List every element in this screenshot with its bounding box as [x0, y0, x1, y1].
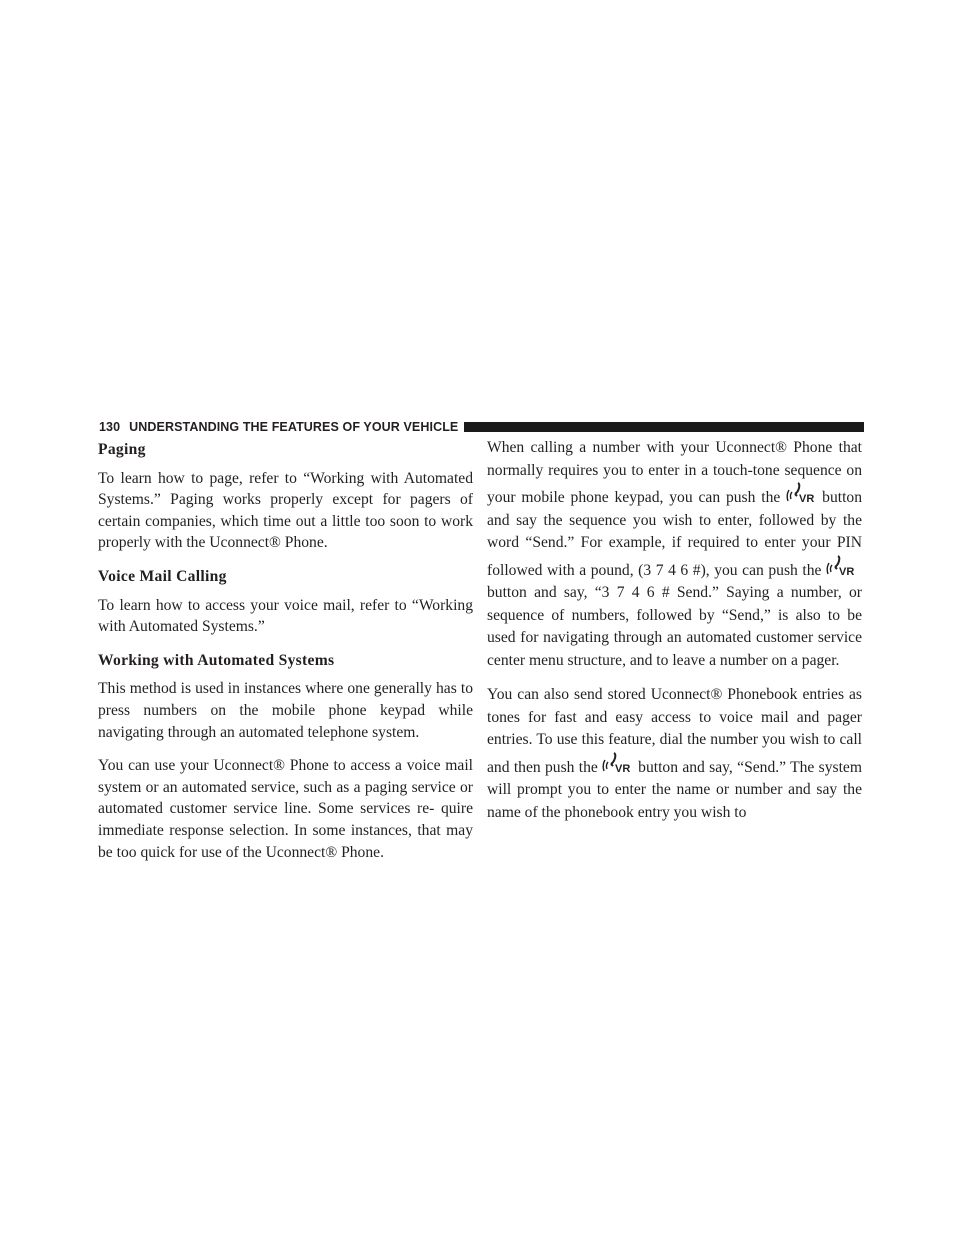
page-number: 130: [99, 420, 121, 434]
send-tones-text-1: When calling a number with your Uconnect® Phone that normally requires you to enter in a touch-tone sequence on your mobile phone keypad, you can push the: [487, 439, 862, 506]
page-header: [99, 419, 864, 435]
right-column: [487, 437, 862, 836]
vr-label: VR: [839, 565, 855, 577]
voice-mail-heading: Voice Mail Calling: [98, 567, 227, 585]
header-rule: [464, 422, 864, 432]
paging-heading: Paging: [98, 441, 146, 458]
automated-systems-text-1: This method is used in instances where one generally has to press numbers on the mobile phone keypad while navigating through an automated telephone system.: [98, 680, 473, 741]
send-tones-text-2: button and say the sequence you wish to enter, followed by the word “Send.” For example, if required to enter your PIN followed with a pound, (3 7 4 6 #), you can push the: [487, 489, 862, 579]
voice-recognition-button-icon: [826, 555, 862, 577]
phonebook-tones-text-1: You can also send stored Uconnect® Phonebook entries as tones for fast and easy access to voice mail and pager entries. To use this feature, dial the number you wish to call and then push the: [487, 686, 862, 776]
send-tones-paragraph: [487, 437, 862, 672]
automated-systems-text-2: You can use your Uconnect® Phone to access a voice mail system or an automated service, such as a paging service or automated customer service line. Some services re- quire immediate response selection. In some instances, that may be too quick for use of the Uconnect® Phone.: [98, 757, 473, 861]
voice-mail-text: To learn how to access your voice mail, refer to “Working with Automated Systems.”: [98, 596, 473, 636]
vr-label: VR: [615, 762, 631, 774]
phonebook-tones-text-2: button and say, “Send.” The system will prompt you to enter the name or number and say the name of the phonebook entry you wish to: [487, 758, 862, 821]
phonebook-tones-paragraph: [487, 684, 862, 824]
voice-recognition-button-icon: [602, 752, 638, 774]
send-tones-text-3: button and say, “3 7 4 6 # Send.” Saying a number, or sequence of numbers, followed by “Send,” is also to be used for navigating through an automated customer service center menu structure, and to leave a number on a pager.: [487, 584, 862, 669]
left-column: [98, 437, 473, 875]
paging-text: To learn how to page, refer to “Working with Automated Systems.” Paging works properly except for pagers of certain companies, which time out a little too soon to work properly with the Uconnect® Phone.: [98, 469, 473, 552]
chapter-title: UNDERSTANDING THE FEATURES OF YOUR VEHICLE: [129, 420, 459, 434]
voice-recognition-button-icon: [786, 482, 822, 504]
automated-systems-heading: Working with Automated Systems: [98, 651, 335, 669]
vr-label: VR: [799, 493, 815, 504]
